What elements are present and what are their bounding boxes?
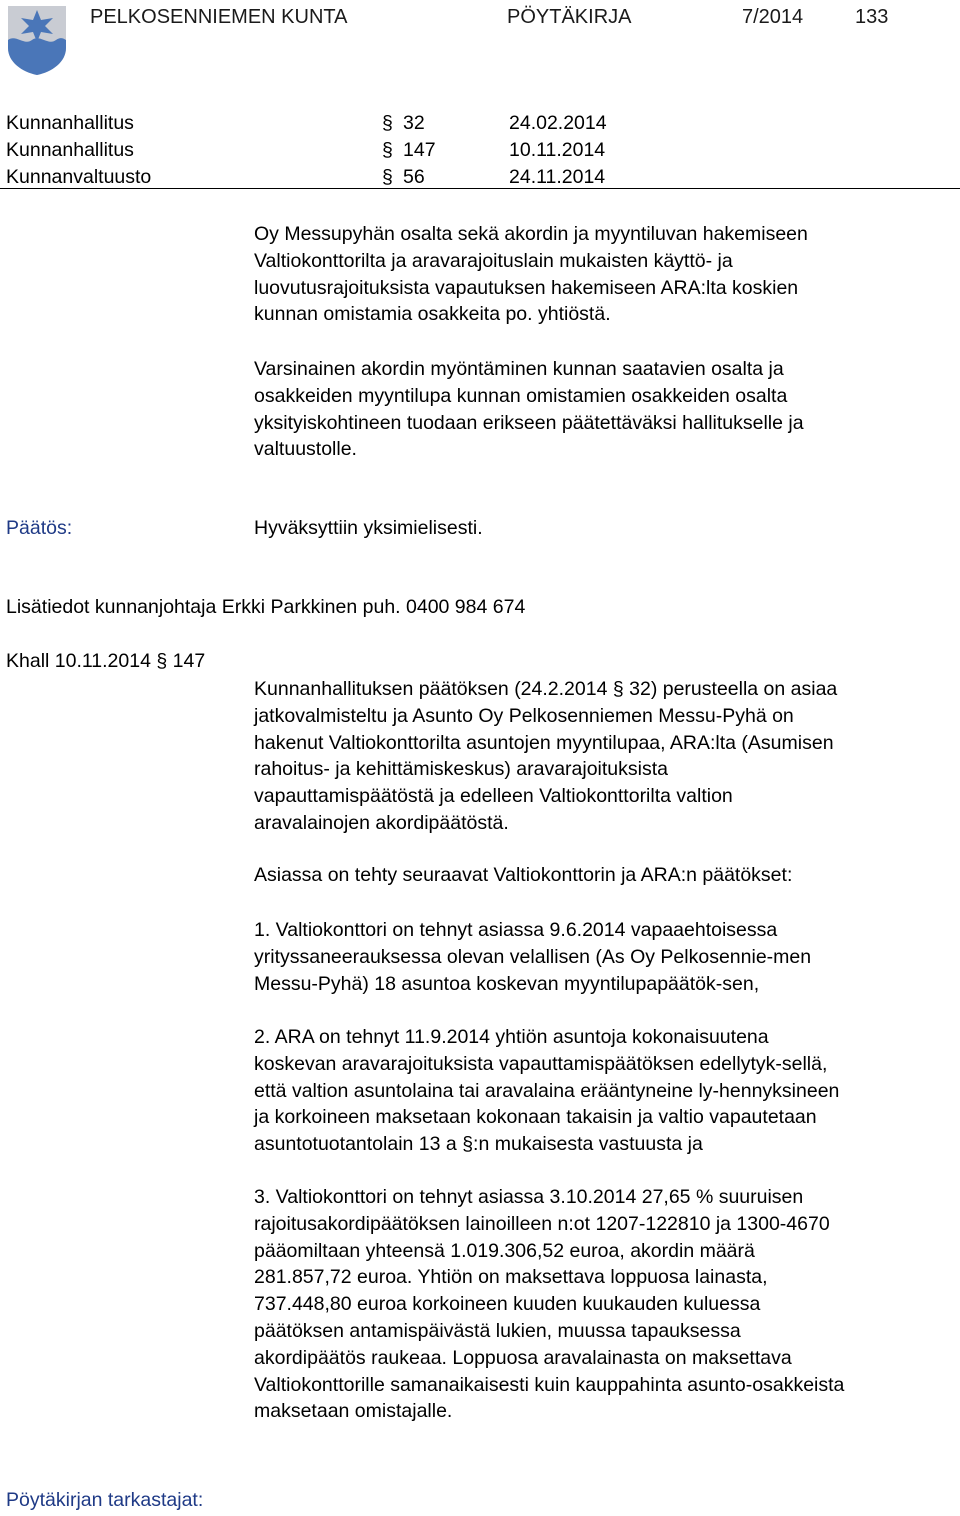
municipality-name: PELKOSENNIEMEN KUNTA xyxy=(90,6,348,28)
text-line: että valtion asuntolaina tai aravalaina erääntyneine ly-hennyksineen xyxy=(254,1079,840,1102)
session-date: 24.11.2014 xyxy=(509,166,606,188)
text-line: maksetaan omistajalle. xyxy=(254,1400,453,1423)
second-paragraph xyxy=(254,356,960,463)
text-line: ja korkoineen maksetaan kokonaan takaisin ja valtio vapautetaan xyxy=(254,1106,817,1129)
text-line: kunnan omistamia osakkeita po. yhtiöstä. xyxy=(254,303,611,326)
text-line: Valtiokonttorilta ja aravarajoituslain mukaisten käyttö- ja xyxy=(254,249,733,272)
decisions-intro: Asiassa on tehty seuraavat Valtiokonttorin ja ARA:n päätökset: xyxy=(254,864,793,886)
section-symbol: § xyxy=(382,166,393,188)
coat-of-arms-icon xyxy=(6,4,68,76)
text-line: akordipäätös raukeaa. Loppuosa aravalainasta on maksettava xyxy=(254,1346,792,1369)
text-line: Valtiokonttorille samanaikaisesti kuin kauppahinta asunto-osakkeista xyxy=(254,1373,845,1396)
khall-paragraph xyxy=(254,676,960,837)
text-line: 737.448,80 euroa korkoineen kuuden kuukauden kuluessa xyxy=(254,1293,761,1316)
header-divider xyxy=(0,188,960,189)
section-symbol: § xyxy=(382,112,393,134)
khall-reference xyxy=(6,650,205,673)
text-segment: 32) perusteella on asiaa xyxy=(629,678,838,700)
text-line: 3. Valtiokonttori on tehnyt asiassa 3.10.2014 27,65 % suuruisen xyxy=(254,1186,804,1208)
khall-number: 147 xyxy=(172,650,206,672)
khall-date: Khall 10.11.2014 xyxy=(6,650,151,672)
text-line: aravalainojen akordipäätöstä. xyxy=(254,811,509,834)
text-line: vapauttamispäätöstä ja edelleen Valtiokonttorilta valtion xyxy=(254,785,733,808)
text-line: yrityssaneerauksessa olevan velallisen (As Oy Pelkosennie-men xyxy=(254,945,812,968)
session-body: Kunnanhallitus xyxy=(6,112,134,134)
session-body: Kunnanhallitus xyxy=(6,139,134,161)
text-line: rahoitus- ja kehittämiskeskus) aravarajoituksista xyxy=(254,758,668,781)
text-line: 281.857,72 euroa. Yhtiön on maksettava loppuosa lainasta, xyxy=(254,1266,768,1289)
section-symbol: § xyxy=(462,1133,474,1156)
section-symbol: § xyxy=(382,139,393,161)
text-line: rajoitusakordipäätöksen lainoilleen n:ot 1207-122810 ja 1300-4670 xyxy=(254,1212,830,1235)
text-segment: asuntotuotantolain 13 a xyxy=(254,1133,457,1156)
text-line: Oy Messupyhän osalta sekä akordin ja myyntiluvan hakemiseen xyxy=(254,223,808,245)
session-date: 24.02.2014 xyxy=(509,112,607,134)
session-number: 32 xyxy=(403,112,425,134)
session-body: Kunnanvaltuusto xyxy=(6,166,152,188)
decision-item-2 xyxy=(254,1024,960,1158)
decision-item-3 xyxy=(254,1184,960,1425)
decision-text: Hyväksyttiin yksimielisesti. xyxy=(254,517,483,539)
text-segment: Kunnanhallituksen päätöksen (24.2.2014 xyxy=(254,678,608,700)
text-line: hakenut Valtiokonttorilta asuntojen myyntilupaa, ARA:lta (Asumisen xyxy=(254,731,834,754)
text-segment: :n mukaisesta vastuusta ja xyxy=(473,1133,703,1156)
text-line: 2. ARA on tehnyt 11.9.2014 yhtiön asuntoja kokonaisuutena xyxy=(254,1026,769,1048)
text-line xyxy=(254,1131,960,1158)
text-line: Varsinainen akordin myöntäminen kunnan saatavien osalta ja xyxy=(254,358,784,380)
session-date: 10.11.2014 xyxy=(509,139,606,161)
section-symbol: § xyxy=(612,678,624,700)
contact-info: Lisätiedot kunnanjohtaja Erkki Parkkinen puh. 0400 984 674 xyxy=(6,596,526,618)
text-line: osakkeiden myyntilupa kunnan omistamien osakkeiden osalta xyxy=(254,384,788,407)
text-line: jatkovalmisteltu ja Asunto Oy Pelkosenniemen Messu-Pyhä on xyxy=(254,704,794,727)
text-line: valtuustolle. xyxy=(254,438,357,461)
text-line: pääomiltaan yhteensä 1.019.306,52 euroa, akordin määrä xyxy=(254,1239,755,1262)
text-line: päätöksen antamispäivästä lukien, muussa tapauksessa xyxy=(254,1319,741,1342)
intro-paragraph xyxy=(254,221,960,328)
decision-label: Päätös: xyxy=(6,517,73,539)
session-number: 56 xyxy=(403,166,425,188)
text-line: Messu-Pyhä) 18 asuntoa koskevan myyntilupapäätök-sen, xyxy=(254,972,760,995)
text-line: yksityiskohtineen tuodaan erikseen päätettäväksi hallitukselle ja xyxy=(254,411,804,434)
text-line xyxy=(254,676,960,703)
text-line: koskevan aravarajoituksista vapauttamispäätöksen edellytyk-sellä, xyxy=(254,1052,828,1075)
decision-item-1 xyxy=(254,917,960,997)
text-line: 1. Valtiokonttori on tehnyt asiassa 9.6.2014 vapaaehtoisessa xyxy=(254,919,778,941)
issue-number: 7/2014 xyxy=(742,6,804,28)
section-symbol: § xyxy=(156,650,168,672)
text-line: luovutusrajoituksista vapautuksen hakemiseen ARA:lta koskien xyxy=(254,276,799,299)
document-type: PÖYTÄKIRJA xyxy=(507,6,632,28)
footer-label: Pöytäkirjan tarkastajat: xyxy=(6,1489,204,1511)
session-number: 147 xyxy=(403,139,436,161)
page-number: 133 xyxy=(855,6,889,28)
